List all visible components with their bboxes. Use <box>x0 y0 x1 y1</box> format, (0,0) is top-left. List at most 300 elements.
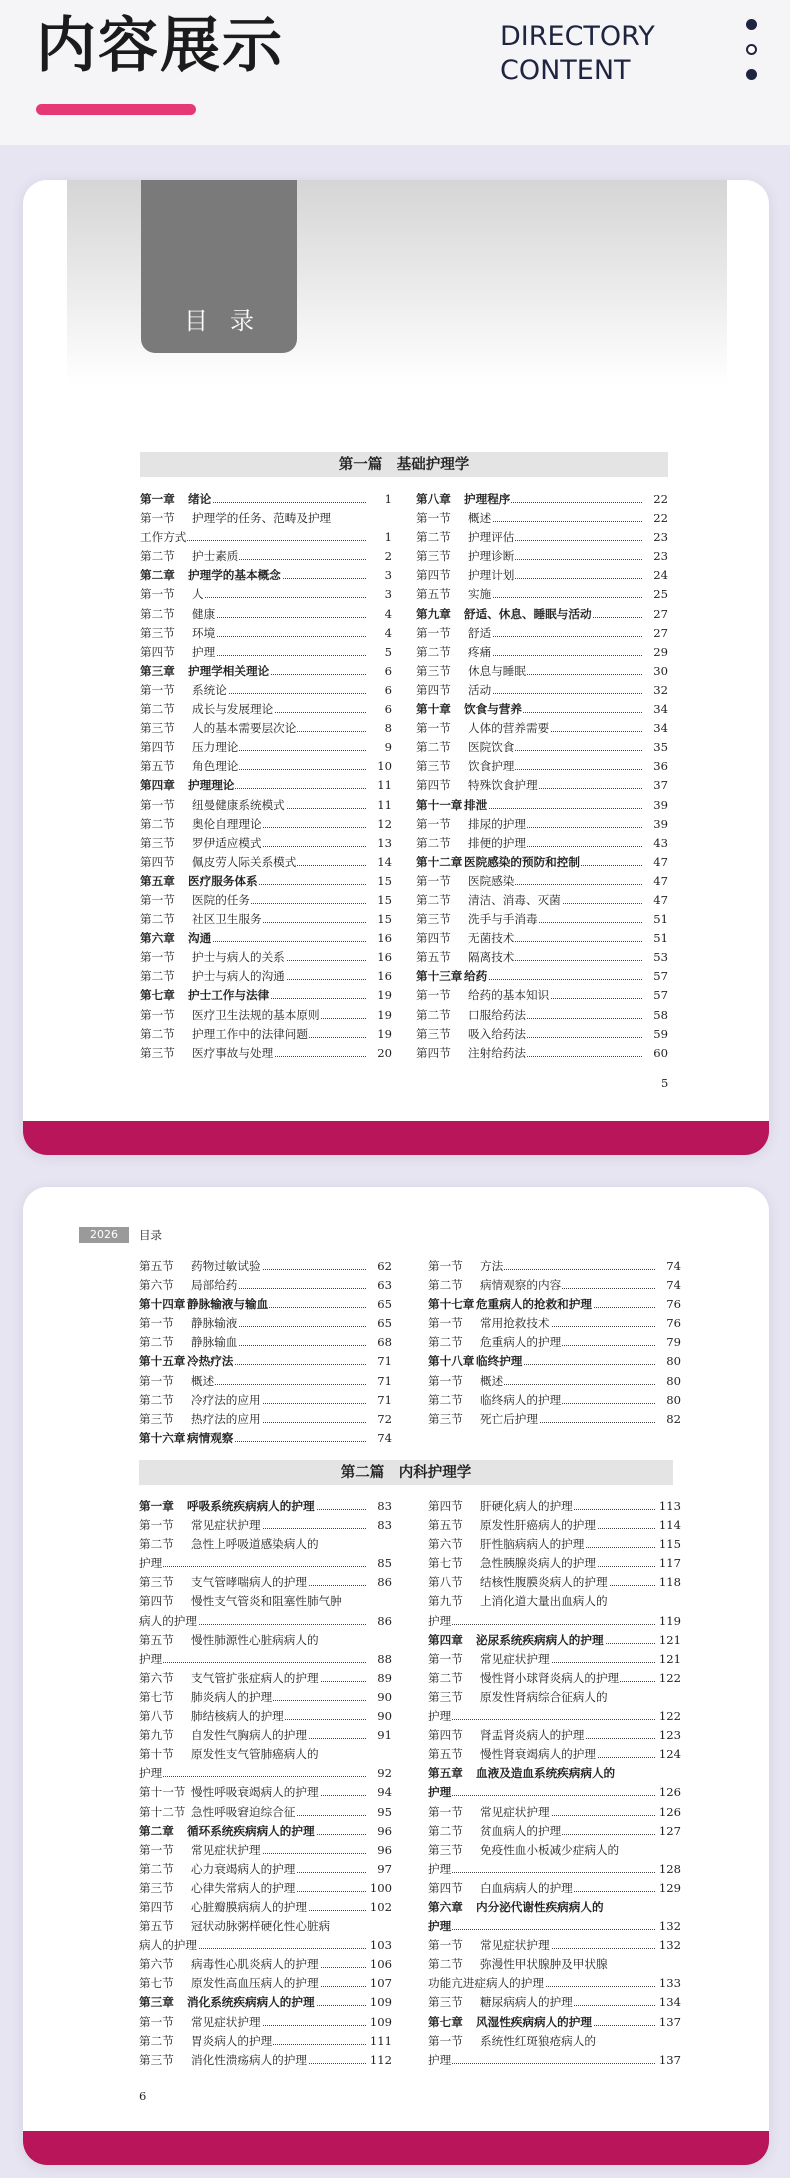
toc-chapter-row <box>139 1352 392 1371</box>
toc-title-text: 奥伦自理理论 <box>192 816 262 831</box>
toc-section-row <box>428 1803 681 1822</box>
toc-page-number: 2 <box>383 547 392 566</box>
toc-number: 第一节 <box>428 1259 463 1273</box>
toc-title-text: 实施 <box>468 587 492 602</box>
toc-page-number: 6 <box>383 700 392 719</box>
toc-title <box>468 643 668 662</box>
toc-page-number: 8 <box>383 719 392 738</box>
pager-dot-icon[interactable] <box>746 69 757 80</box>
toc-number: 第八章 <box>416 492 451 506</box>
toc-page-number: 20 <box>375 1044 392 1063</box>
toc-section-row <box>139 1276 392 1295</box>
toc-title <box>191 1974 392 1993</box>
toc-number: 第一章 <box>139 1499 174 1513</box>
toc-number: 第五节 <box>139 1919 174 1934</box>
toc-page-number: 68 <box>375 1333 392 1352</box>
toc-page-number: 1 <box>383 490 392 509</box>
toc-page-number: 4 <box>383 624 392 643</box>
toc-title-text: 急性呼吸窘迫综合征 <box>191 1804 296 1819</box>
toc-page-number: 3 <box>383 566 392 585</box>
toc-title <box>464 490 668 509</box>
toc-title <box>192 796 392 815</box>
toc-title-text: 慢性呼吸衰竭病人的护理 <box>191 1785 319 1800</box>
toc-number: 第七章 <box>140 988 175 1003</box>
toc-title <box>192 1025 392 1044</box>
toc-section-row <box>140 719 392 738</box>
toc-page-number: 15 <box>375 891 392 910</box>
toc-title-text: 临终病人的护理 <box>480 1392 562 1407</box>
toc-number: 第一节 <box>139 1842 174 1857</box>
toc-title-text: 医疗服务体系 <box>188 873 258 888</box>
toc-number: 第一节 <box>428 2033 463 2048</box>
toc-section-row <box>416 986 668 1005</box>
toc-chapter-row <box>428 1917 681 1936</box>
toc-number: 第二节 <box>428 1392 463 1407</box>
toc-title <box>428 1860 681 1879</box>
toc-title <box>468 834 668 853</box>
toc-section-row <box>428 1276 681 1295</box>
toc-number: 第三节 <box>416 549 451 564</box>
dot-leader <box>188 941 366 942</box>
toc-title-text: 活动 <box>468 682 492 697</box>
toc-title-text: 健康 <box>192 606 216 621</box>
toc-number: 第二节 <box>140 702 175 717</box>
toc-number: 第四节 <box>139 1594 174 1609</box>
dot-leader <box>464 808 642 809</box>
toc-title <box>480 1391 681 1410</box>
page-number: 5 <box>661 1076 669 1090</box>
toc-number: 第十章 <box>416 702 451 717</box>
toc-title <box>480 1936 681 1955</box>
toc-number: 第十四章 <box>139 1297 186 1312</box>
toc-section-row <box>139 1372 392 1391</box>
toc-section-row <box>416 643 668 662</box>
toc-title-text: 冷疗法的应用 <box>191 1392 261 1407</box>
toc-title <box>192 624 392 643</box>
toc-title-text: 护理理论 <box>188 778 235 793</box>
toc-number: 第十六章 <box>139 1430 186 1445</box>
toc-chapter-row <box>140 566 392 585</box>
toc-title-text: 护理 <box>139 1556 163 1571</box>
toc-title-text: 护士与病人的沟通 <box>192 969 285 984</box>
book-page-preview-1 <box>23 180 769 1155</box>
toc-section-row <box>416 834 668 853</box>
toc-page-number: 27 <box>651 605 668 624</box>
toc-page-number: 63 <box>375 1276 392 1295</box>
toc-page-number: 128 <box>657 1860 681 1879</box>
toc-number: 第五节 <box>140 759 175 774</box>
toc-title <box>191 1879 392 1898</box>
toc-page-number: 19 <box>375 1025 392 1044</box>
toc-page-number: 100 <box>368 1879 392 1898</box>
toc-number: 第二节 <box>428 1957 463 1972</box>
toc-title-text: 肝性脑病病人的护理 <box>480 1537 585 1552</box>
toc-section-row <box>140 967 392 986</box>
toc-number: 第二节 <box>416 835 451 850</box>
toc-section-row <box>416 624 668 643</box>
toc-section-row <box>416 681 668 700</box>
toc-number: 第二节 <box>140 816 175 831</box>
toc-title <box>191 1631 392 1650</box>
toc-number: 第二章 <box>140 568 175 583</box>
toc-title-text: 糖尿病病人的护理 <box>480 1995 573 2010</box>
toc-title <box>191 1573 392 1592</box>
toc-page-number: 12 <box>375 815 392 834</box>
toc-title-text: 环境 <box>192 625 216 640</box>
toc-number: 第一节 <box>139 1316 174 1331</box>
toc-title-text: 医院饮食 <box>468 740 515 755</box>
toc-title <box>192 1006 392 1025</box>
toc-section-row <box>428 1688 681 1707</box>
toc-title-text: 慢性肺源性心脏病病人的 <box>191 1632 319 1647</box>
toc-title-text: 隔离技术 <box>468 950 515 965</box>
toc-title-text: 绪论 <box>188 492 212 506</box>
toc-section-row <box>139 1745 392 1764</box>
toc-section-row <box>139 1898 392 1917</box>
toc-title <box>480 1726 681 1745</box>
toc-title <box>187 1352 392 1371</box>
toc-page-number: 122 <box>657 1707 681 1726</box>
toc-title <box>192 910 392 929</box>
toc-title <box>192 719 392 738</box>
toc-title-text: 免疫性血小板减少症病人的 <box>480 1842 620 1857</box>
toc-column-right <box>428 1497 681 2070</box>
toc-section-row <box>139 1391 392 1410</box>
toc-section-row <box>428 1974 681 1993</box>
toc-page-number: 126 <box>657 1803 681 1822</box>
toc-title <box>480 1993 681 2012</box>
toc-title <box>139 1764 392 1783</box>
dot-leader <box>192 655 366 656</box>
toc-section-row <box>428 1669 681 1688</box>
toc-title <box>191 1707 392 1726</box>
toc-section-row <box>139 1879 392 1898</box>
toc-number: 第八节 <box>139 1709 174 1724</box>
toc-title <box>464 796 668 815</box>
toc-title <box>192 948 392 967</box>
toc-title-text: 护理 <box>192 644 216 659</box>
toc-title-text: 结核性腹膜炎病人的护理 <box>480 1575 608 1590</box>
part-title: 第二篇 内科护理学 <box>139 1460 673 1485</box>
toc-number: 第五节 <box>139 1632 174 1647</box>
toc-number: 第三节 <box>416 759 451 774</box>
toc-section-row <box>428 1822 681 1841</box>
toc-title <box>480 1592 681 1611</box>
toc-page-number: 4 <box>383 605 392 624</box>
toc-number: 第四节 <box>416 931 451 946</box>
toc-section-row <box>140 681 392 700</box>
toc-title <box>192 681 392 700</box>
toc-title <box>480 1688 681 1707</box>
toc-title <box>192 643 392 662</box>
toc-page-number: 86 <box>375 1573 392 1592</box>
toc-page-number: 107 <box>368 1974 392 1993</box>
toc-section-row <box>428 1372 681 1391</box>
toc-number: 第二节 <box>416 892 451 907</box>
toc-number: 第一节 <box>140 587 175 602</box>
toc-number: 第一节 <box>140 892 175 907</box>
toc-title <box>428 1612 681 1631</box>
pager-dot-icon[interactable] <box>746 19 757 30</box>
toc-number: 第五章 <box>428 1766 463 1781</box>
toc-title-text: 原发性肾病综合征病人的 <box>480 1689 608 1704</box>
toc-page-number: 72 <box>375 1410 392 1429</box>
toc-page-number: 121 <box>657 1650 681 1669</box>
toc-number: 第四节 <box>139 1899 174 1914</box>
toc-section-row <box>428 1726 681 1745</box>
toc-section-row <box>428 1516 681 1535</box>
toc-title-text: 佩皮劳人际关系模式 <box>192 854 297 869</box>
toc-title <box>192 757 392 776</box>
toc-title <box>480 1314 681 1333</box>
dot-leader <box>192 617 366 618</box>
toc-page-number: 74 <box>664 1276 681 1295</box>
running-header: 目录 <box>139 1228 162 1242</box>
toc-title <box>191 1276 392 1295</box>
toc-title-text: 舒适、休息、睡眠与活动 <box>464 606 592 621</box>
toc-title <box>480 1669 681 1688</box>
toc-section-row <box>140 700 392 719</box>
toc-page-number: 88 <box>375 1650 392 1669</box>
toc-title-text: 药物过敏试验 <box>191 1259 261 1273</box>
toc-section-row <box>139 1573 392 1592</box>
dot-leader <box>139 1566 366 1567</box>
toc-section-row <box>428 1955 681 1974</box>
toc-title-text: 静脉输液与输血 <box>187 1297 269 1312</box>
toc-title <box>476 1898 681 1917</box>
toc-title <box>187 1822 392 1841</box>
toc-title-text: 冠状动脉粥样硬化性心脏病 <box>191 1919 331 1934</box>
toc-chapter-row <box>416 796 668 815</box>
toc-page-number: 89 <box>375 1669 392 1688</box>
toc-section-row <box>428 1879 681 1898</box>
toc-title <box>192 700 392 719</box>
toc-section-row <box>139 1688 392 1707</box>
toc-title-text: 护理 <box>428 1861 452 1876</box>
toc-title <box>188 986 392 1005</box>
toc-page-number: 65 <box>375 1314 392 1333</box>
toc-page-number: 92 <box>375 1764 392 1783</box>
title-underline-bar <box>36 104 196 115</box>
toc-page-number: 114 <box>657 1516 681 1535</box>
toc-section-row <box>140 891 392 910</box>
toc-section-row <box>428 1333 681 1352</box>
toc-section-row <box>140 853 392 872</box>
toc-chapter-row <box>428 1764 681 1783</box>
toc-number: 第二节 <box>139 1861 174 1876</box>
toc-section-row <box>428 2051 681 2070</box>
toc-page-number: 15 <box>375 872 392 891</box>
toc-title <box>191 2032 392 2051</box>
toc-title-text: 护理学相关理论 <box>188 663 270 678</box>
toc-number: 第四节 <box>416 682 451 697</box>
toc-number: 第四节 <box>140 740 175 755</box>
toc-page-number: 23 <box>651 547 668 566</box>
toc-title <box>480 1841 681 1860</box>
toc-section-row <box>139 2013 392 2032</box>
toc-section-row <box>139 1612 392 1631</box>
toc-title <box>480 1257 681 1276</box>
top-header <box>0 0 790 145</box>
toc-title-text: 呼吸系统疾病病人的护理 <box>187 1499 315 1513</box>
toc-title-text: 死亡后护理 <box>480 1411 538 1426</box>
toc-title-text: 常见症状护理 <box>480 1651 550 1666</box>
toc-section-row <box>140 585 392 604</box>
toc-number: 第四节 <box>140 644 175 659</box>
toc-title <box>480 1822 681 1841</box>
toc-section-row <box>416 1006 668 1025</box>
toc-title-text: 静脉输血 <box>191 1335 238 1350</box>
toc-title <box>191 1257 392 1276</box>
toc-title-text: 病人的护理 <box>139 1613 197 1628</box>
toc-section-row <box>139 1783 392 1802</box>
toc-title <box>191 1314 392 1333</box>
toc-section-row <box>140 834 392 853</box>
toc-number: 第三节 <box>140 1045 175 1060</box>
toc-number: 第二节 <box>140 549 175 564</box>
toc-title <box>191 1955 392 1974</box>
toc-chapter-row <box>428 1631 681 1650</box>
year-badge: 2026 <box>79 1227 129 1243</box>
toc-number: 第七章 <box>428 2014 463 2029</box>
toc-title-text: 风湿性疾病病人的护理 <box>476 2014 592 2029</box>
toc-title-text: 护理诊断 <box>468 549 515 564</box>
toc-number: 第一节 <box>140 511 175 526</box>
toc-chapter-row <box>139 1429 392 1448</box>
toc-title-text: 给药 <box>464 969 488 984</box>
toc-page-number: 112 <box>368 2051 392 2070</box>
toc-chapter-row <box>139 1497 392 1516</box>
toc-title <box>191 1535 392 1554</box>
toc-title <box>480 1573 681 1592</box>
toc-section-row <box>140 643 392 662</box>
toc-title-text: 原发性支气管肺癌病人的 <box>191 1747 319 1762</box>
toc-title-text: 角色理论 <box>192 759 239 774</box>
toc-page-number: 53 <box>651 948 668 967</box>
toc-page-number: 80 <box>664 1372 681 1391</box>
toc-title <box>468 986 668 1005</box>
toc-title-text: 给药的基本知识 <box>468 988 550 1003</box>
directory-tab-label: 目录 <box>184 307 276 335</box>
toc-section-row <box>416 948 668 967</box>
toc-page-number: 24 <box>651 566 668 585</box>
toc-page-number: 96 <box>375 1822 392 1841</box>
toc-title-text: 注射给药法 <box>468 1045 526 1060</box>
toc-section-row <box>140 1044 392 1063</box>
toc-number: 第六节 <box>139 1670 174 1685</box>
toc-page-number: 25 <box>651 585 668 604</box>
toc-page-number: 57 <box>651 986 668 1005</box>
toc-title-text: 消化性溃疡病人的护理 <box>191 2052 307 2067</box>
toc-title <box>191 1841 392 1860</box>
toc-title-text: 成长与发展理论 <box>192 702 274 717</box>
toc-chapter-row <box>416 967 668 986</box>
toc-title-text: 常见症状护理 <box>480 1938 550 1953</box>
toc-section-row <box>140 547 392 566</box>
toc-title-text: 护理计划 <box>468 568 515 583</box>
toc-title <box>191 1860 392 1879</box>
toc-page-number: 123 <box>657 1726 681 1745</box>
toc-title <box>480 2032 681 2051</box>
toc-section-row <box>139 2032 392 2051</box>
toc-page-number: 16 <box>375 948 392 967</box>
dot-leader <box>192 636 366 637</box>
toc-title-text: 饮食与营养 <box>464 702 522 717</box>
toc-page-number: 57 <box>651 967 668 986</box>
toc-title <box>476 1352 681 1371</box>
toc-section-row <box>139 1650 392 1669</box>
toc-section-row <box>140 605 392 624</box>
toc-title-text: 病情观察 <box>187 1430 234 1445</box>
toc-section-row <box>140 757 392 776</box>
toc-title-text: 护士与病人的关系 <box>192 950 285 965</box>
dot-leader <box>468 693 642 694</box>
toc-title-text: 护理评估 <box>468 530 515 545</box>
toc-section-row <box>139 1803 392 1822</box>
toc-page-number: 34 <box>651 719 668 738</box>
toc-section-row <box>139 1631 392 1650</box>
toc-section-row <box>139 1917 392 1936</box>
toc-page-number: 47 <box>651 853 668 872</box>
dot-leader <box>468 655 642 656</box>
toc-page-number: 91 <box>375 1726 392 1745</box>
toc-title <box>468 1006 668 1025</box>
toc-number: 第四节 <box>428 1499 463 1513</box>
toc-title <box>468 547 668 566</box>
toc-number: 第三节 <box>139 1880 174 1895</box>
toc-number: 第一节 <box>139 1373 174 1388</box>
toc-section-row <box>139 1516 392 1535</box>
dot-leader <box>468 597 642 598</box>
toc-page-number: 80 <box>664 1391 681 1410</box>
toc-number: 第三节 <box>140 835 175 850</box>
toc-number: 第二节 <box>428 1335 463 1350</box>
toc-page-number: 111 <box>368 2032 392 2051</box>
directory-tab <box>141 180 297 353</box>
toc-section-row <box>416 719 668 738</box>
toc-page-number: 71 <box>375 1372 392 1391</box>
toc-section-row <box>428 1391 681 1410</box>
toc-chapter-row <box>416 853 668 872</box>
toc-title <box>468 528 668 547</box>
toc-number: 第二章 <box>139 1823 174 1838</box>
toc-section-row <box>428 1314 681 1333</box>
toc-page-number: 60 <box>651 1044 668 1063</box>
toc-title-text: 人体的营养需要 <box>468 721 550 736</box>
toc-number: 第三节 <box>416 912 451 927</box>
toc-title-text: 系统论 <box>192 682 227 697</box>
toc-title <box>187 1993 392 2012</box>
toc-page-number: 59 <box>651 1025 668 1044</box>
toc-number: 第一节 <box>139 2014 174 2029</box>
toc-title <box>188 776 392 795</box>
toc-section-row <box>139 1707 392 1726</box>
toc-page-number: 127 <box>657 1822 681 1841</box>
toc-number: 第四节 <box>140 854 175 869</box>
toc-page-number: 133 <box>657 1974 681 1993</box>
toc-chapter-row <box>140 872 392 891</box>
toc-page-number: 82 <box>664 1410 681 1429</box>
toc-section-row <box>416 738 668 757</box>
toc-title-text: 自发性气胸病人的护理 <box>191 1728 307 1743</box>
toc-number: 第九章 <box>416 606 451 621</box>
toc-number: 第一节 <box>416 988 451 1003</box>
toc-page-number: 121 <box>657 1631 681 1650</box>
toc-number: 第十二章 <box>416 854 463 869</box>
pager-dot-icon[interactable] <box>746 44 757 55</box>
toc-title-text: 休息与睡眠 <box>468 663 526 678</box>
toc-title-text: 排泄 <box>464 797 488 812</box>
